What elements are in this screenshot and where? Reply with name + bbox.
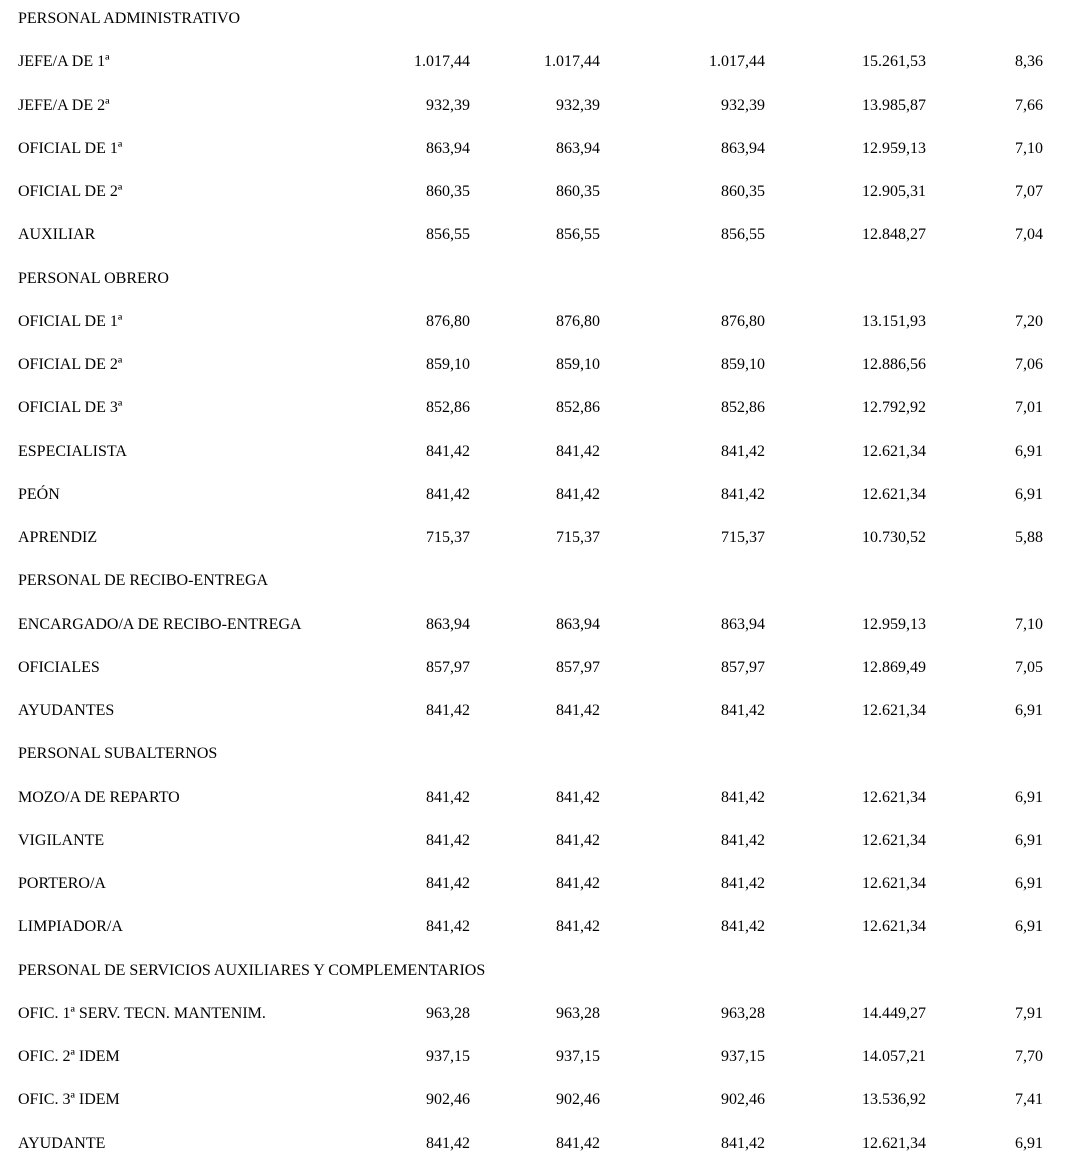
value-col-5: 6,91 <box>1015 1134 1043 1152</box>
value-col-4: 10.730,52 <box>862 529 926 546</box>
value-col-3: 841,42 <box>721 788 765 806</box>
value-col-4: 12.621,34 <box>862 442 926 460</box>
value-col-1: 841,42 <box>426 485 470 503</box>
value-col-1: 856,55 <box>426 226 470 244</box>
value-col-2: 841,42 <box>556 1134 600 1152</box>
category-label: OFICIAL DE 1ª <box>18 312 123 330</box>
value-col-1: 937,15 <box>426 1048 470 1065</box>
table-row <box>0 865 1066 908</box>
value-col-2: 932,39 <box>556 96 600 114</box>
value-col-4: 14.449,27 <box>862 1004 926 1022</box>
category-label: PORTERO/A <box>18 875 106 892</box>
value-col-5: 7,10 <box>1015 615 1043 633</box>
value-col-2: 841,42 <box>556 831 600 849</box>
value-col-3: 863,94 <box>721 615 765 633</box>
value-col-5: 6,91 <box>1015 918 1043 936</box>
value-col-4: 15.261,53 <box>862 53 926 71</box>
value-col-1: 860,35 <box>426 183 470 200</box>
category-label: JEFE/A DE 2ª <box>18 96 110 114</box>
value-col-4: 13.985,87 <box>862 96 926 114</box>
section-heading: PERSONAL SUBALTERNOS <box>18 745 218 763</box>
value-col-3: 856,55 <box>721 226 765 244</box>
value-col-3: 852,86 <box>721 399 765 417</box>
value-col-4: 12.621,34 <box>862 875 926 892</box>
table-row <box>0 346 1066 389</box>
table-row <box>0 692 1066 735</box>
section-row <box>0 562 1066 605</box>
table-row <box>0 649 1066 692</box>
value-col-5: 7,06 <box>1015 356 1043 373</box>
category-label: APRENDIZ <box>18 529 98 546</box>
value-col-1: 863,94 <box>426 615 470 633</box>
section-row <box>0 260 1066 303</box>
section-heading: PERSONAL ADMINISTRATIVO <box>18 10 241 27</box>
category-label: MOZO/A DE REPARTO <box>18 788 180 806</box>
value-col-2: 841,42 <box>556 788 600 806</box>
value-col-1: 1.017,44 <box>414 53 470 71</box>
table-row <box>0 130 1066 173</box>
value-col-4: 12.848,27 <box>862 226 926 244</box>
value-col-1: 715,37 <box>426 529 470 546</box>
category-label: OFIC. 2ª IDEM <box>18 1048 120 1065</box>
table-row <box>0 995 1066 1038</box>
value-col-5: 7,05 <box>1015 658 1043 676</box>
value-col-5: 7,66 <box>1015 96 1043 114</box>
value-col-2: 1.017,44 <box>544 53 600 71</box>
value-col-2: 963,28 <box>556 1004 600 1022</box>
value-col-3: 859,10 <box>721 356 765 373</box>
value-col-1: 963,28 <box>426 1004 470 1022</box>
value-col-3: 932,39 <box>721 96 765 114</box>
value-col-3: 857,97 <box>721 658 765 676</box>
table-row <box>0 519 1066 562</box>
value-col-1: 841,42 <box>426 788 470 806</box>
value-col-4: 12.621,34 <box>862 831 926 849</box>
value-col-4: 12.959,13 <box>862 615 926 633</box>
value-col-3: 876,80 <box>721 312 765 330</box>
value-col-2: 852,86 <box>556 399 600 417</box>
category-label: OFICIALES <box>18 658 100 676</box>
value-col-5: 7,91 <box>1015 1004 1043 1022</box>
category-label: ESPECIALISTA <box>18 442 127 460</box>
value-col-1: 841,42 <box>426 702 470 719</box>
value-col-2: 876,80 <box>556 312 600 330</box>
value-col-2: 857,97 <box>556 658 600 676</box>
category-label: OFICIAL DE 2ª <box>18 183 123 200</box>
value-col-3: 937,15 <box>721 1048 765 1065</box>
value-col-2: 860,35 <box>556 183 600 200</box>
category-label: OFICIAL DE 2ª <box>18 356 123 373</box>
value-col-1: 841,42 <box>426 875 470 892</box>
value-col-3: 963,28 <box>721 1004 765 1022</box>
value-col-5: 6,91 <box>1015 831 1043 849</box>
value-col-2: 902,46 <box>556 1091 600 1109</box>
value-col-5: 7,01 <box>1015 399 1043 417</box>
value-col-2: 937,15 <box>556 1048 600 1065</box>
category-label: AYUDANTES <box>18 702 115 719</box>
value-col-5: 6,91 <box>1015 875 1043 892</box>
value-col-3: 841,42 <box>721 702 765 719</box>
value-col-3: 841,42 <box>721 1134 765 1152</box>
value-col-2: 841,42 <box>556 442 600 460</box>
value-col-5: 6,91 <box>1015 702 1043 719</box>
section-row <box>0 735 1066 778</box>
value-col-4: 12.886,56 <box>862 356 926 373</box>
table-row <box>0 822 1066 865</box>
value-col-5: 7,41 <box>1015 1091 1043 1109</box>
table-row <box>0 216 1066 259</box>
category-label: ENCARGADO/A DE RECIBO-ENTREGA <box>18 615 302 633</box>
value-col-5: 7,70 <box>1015 1048 1043 1065</box>
section-heading: PERSONAL DE SERVICIOS AUXILIARES Y COMPLEMENTARIOS <box>18 961 486 979</box>
value-col-4: 12.905,31 <box>862 183 926 200</box>
value-col-3: 841,42 <box>721 831 765 849</box>
value-col-2: 863,94 <box>556 139 600 157</box>
value-col-5: 7,07 <box>1015 183 1043 200</box>
category-label: AYUDANTE <box>18 1134 106 1152</box>
table-row <box>0 476 1066 519</box>
category-label: VIGILANTE <box>18 831 105 849</box>
value-col-2: 856,55 <box>556 226 600 244</box>
value-col-2: 841,42 <box>556 875 600 892</box>
value-col-3: 841,42 <box>721 442 765 460</box>
table-row <box>0 1081 1066 1124</box>
value-col-4: 12.621,34 <box>862 485 926 503</box>
value-col-4: 13.536,92 <box>862 1091 926 1109</box>
category-label: OFIC. 1ª SERV. TECN. MANTENIM. <box>18 1004 266 1022</box>
value-col-1: 859,10 <box>426 356 470 373</box>
value-col-2: 841,42 <box>556 918 600 936</box>
value-col-4: 12.621,34 <box>862 1134 926 1152</box>
value-col-2: 715,37 <box>556 529 600 546</box>
table-row <box>0 389 1066 432</box>
value-col-4: 12.869,49 <box>862 658 926 676</box>
value-col-5: 6,91 <box>1015 485 1043 503</box>
value-col-5: 6,91 <box>1015 442 1043 460</box>
value-col-5: 7,04 <box>1015 226 1043 244</box>
value-col-4: 12.621,34 <box>862 788 926 806</box>
value-col-2: 841,42 <box>556 702 600 719</box>
value-col-4: 14.057,21 <box>862 1048 926 1065</box>
section-row <box>0 952 1066 995</box>
table-row <box>0 908 1066 951</box>
value-col-1: 863,94 <box>426 139 470 157</box>
value-col-4: 12.959,13 <box>862 139 926 157</box>
value-col-5: 5,88 <box>1015 529 1043 546</box>
value-col-3: 860,35 <box>721 183 765 200</box>
value-col-1: 852,86 <box>426 399 470 417</box>
table-row <box>0 779 1066 822</box>
section-heading: PERSONAL OBRERO <box>18 269 169 287</box>
value-col-5: 8,36 <box>1015 53 1043 71</box>
table-row <box>0 173 1066 216</box>
section-heading: PERSONAL DE RECIBO-ENTREGA <box>18 572 269 590</box>
value-col-5: 7,10 <box>1015 139 1043 157</box>
category-label: LIMPIADOR/A <box>18 918 123 936</box>
table-row <box>0 606 1066 649</box>
category-label: OFICIAL DE 1ª <box>18 139 123 157</box>
value-col-3: 902,46 <box>721 1091 765 1109</box>
value-col-4: 12.621,34 <box>862 918 926 936</box>
value-col-4: 13.151,93 <box>862 312 926 330</box>
value-col-3: 715,37 <box>721 529 765 546</box>
value-col-1: 902,46 <box>426 1091 470 1109</box>
table-row <box>0 433 1066 476</box>
table-row <box>0 43 1066 86</box>
value-col-1: 932,39 <box>426 96 470 114</box>
category-label: PEÓN <box>18 485 60 503</box>
value-col-4: 12.621,34 <box>862 702 926 719</box>
category-label: OFIC. 3ª IDEM <box>18 1091 120 1109</box>
value-col-1: 841,42 <box>426 442 470 460</box>
value-col-2: 841,42 <box>556 485 600 503</box>
category-label: JEFE/A DE 1ª <box>18 53 110 71</box>
value-col-3: 841,42 <box>721 875 765 892</box>
value-col-3: 841,42 <box>721 918 765 936</box>
value-col-2: 859,10 <box>556 356 600 373</box>
value-col-5: 7,20 <box>1015 312 1043 330</box>
value-col-1: 876,80 <box>426 312 470 330</box>
value-col-4: 12.792,92 <box>862 399 926 417</box>
value-col-2: 863,94 <box>556 615 600 633</box>
section-row <box>0 0 1066 43</box>
table-row <box>0 1125 1066 1168</box>
value-col-3: 1.017,44 <box>709 53 765 71</box>
value-col-1: 841,42 <box>426 831 470 849</box>
value-col-3: 841,42 <box>721 485 765 503</box>
value-col-1: 841,42 <box>426 918 470 936</box>
category-label: OFICIAL DE 3ª <box>18 399 123 417</box>
table-row <box>0 303 1066 346</box>
value-col-3: 863,94 <box>721 139 765 157</box>
value-col-1: 841,42 <box>426 1134 470 1152</box>
value-col-5: 6,91 <box>1015 788 1043 806</box>
table-row <box>0 1038 1066 1081</box>
category-label: AUXILIAR <box>18 226 96 244</box>
table-row <box>0 87 1066 130</box>
value-col-1: 857,97 <box>426 658 470 676</box>
